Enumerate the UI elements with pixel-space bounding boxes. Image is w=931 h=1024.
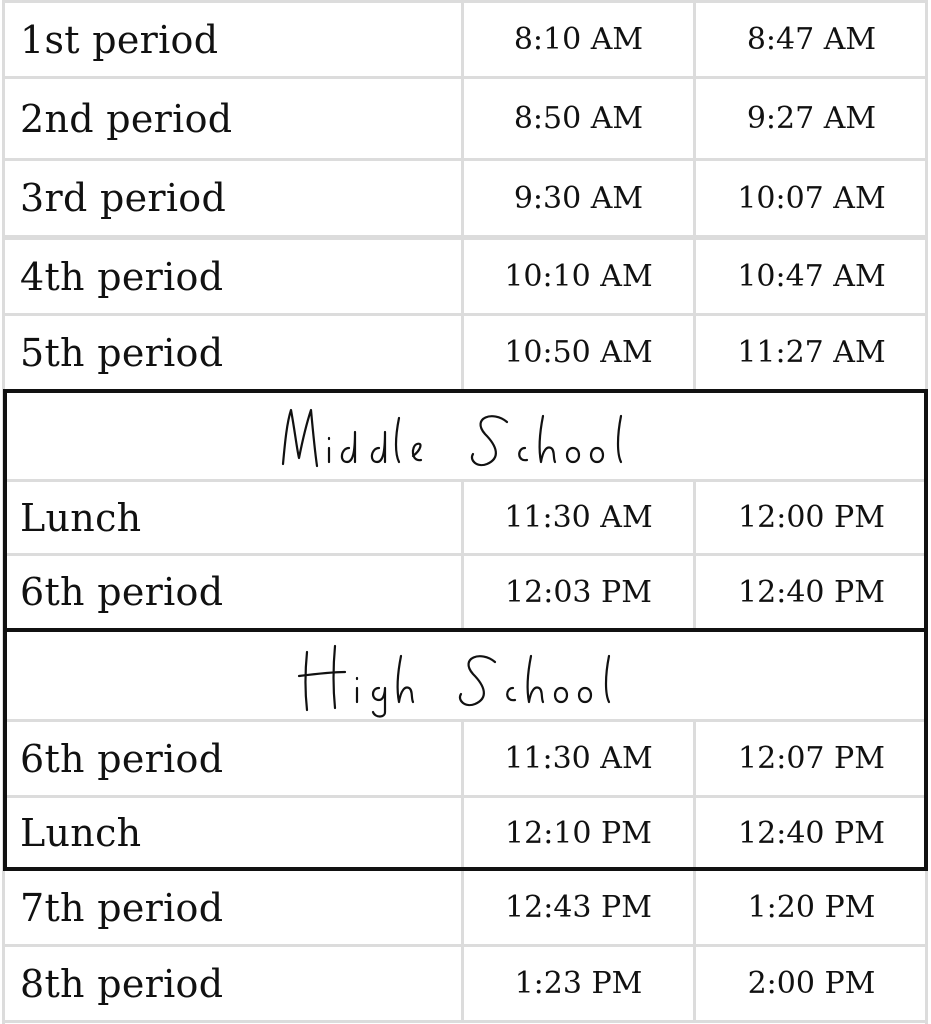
period-label: 5th period bbox=[20, 330, 224, 375]
end-time: 12:07 PM bbox=[693, 722, 927, 795]
table-row bbox=[3, 3, 927, 76]
start-time: 10:50 AM bbox=[461, 316, 693, 389]
start-time: 12:43 PM bbox=[461, 871, 693, 944]
grid-line bbox=[3, 1020, 927, 1023]
start-time: 1:23 PM bbox=[461, 947, 693, 1020]
start-time: 11:30 AM bbox=[461, 722, 693, 795]
table-row bbox=[3, 79, 927, 158]
end-time: 10:07 AM bbox=[693, 161, 927, 235]
table-row bbox=[3, 161, 927, 235]
table-row bbox=[3, 871, 927, 944]
end-time: 8:47 AM bbox=[693, 3, 927, 76]
table-row bbox=[3, 240, 927, 313]
end-time: 9:27 AM bbox=[693, 79, 927, 158]
start-time: 12:10 PM bbox=[461, 798, 693, 868]
start-time: 8:50 AM bbox=[461, 79, 693, 158]
period-label: 7th period bbox=[20, 885, 224, 930]
end-time: 11:27 AM bbox=[693, 316, 927, 389]
table-row bbox=[3, 316, 927, 389]
table-row bbox=[3, 947, 927, 1020]
period-label: 2nd period bbox=[20, 96, 233, 141]
end-time: 12:00 PM bbox=[693, 482, 927, 553]
period-label: Lunch bbox=[20, 495, 142, 540]
start-time: 12:03 PM bbox=[461, 556, 693, 628]
period-label: 1st period bbox=[20, 17, 219, 62]
start-time: 8:10 AM bbox=[461, 3, 693, 76]
end-time: 10:47 AM bbox=[693, 240, 927, 313]
high-school-box bbox=[3, 628, 928, 871]
period-label: 8th period bbox=[20, 961, 224, 1006]
start-time: 11:30 AM bbox=[461, 482, 693, 553]
end-time: 12:40 PM bbox=[693, 798, 927, 868]
period-label: 4th period bbox=[20, 254, 224, 299]
period-label: 6th period bbox=[20, 736, 224, 781]
period-label: 3rd period bbox=[20, 176, 227, 220]
period-label: Lunch bbox=[20, 811, 142, 855]
middle-school-box bbox=[3, 389, 928, 632]
end-time: 2:00 PM bbox=[693, 947, 927, 1020]
start-time: 10:10 AM bbox=[461, 240, 693, 313]
period-label: 6th period bbox=[20, 570, 224, 614]
end-time: 12:40 PM bbox=[693, 556, 927, 628]
end-time: 1:20 PM bbox=[693, 871, 927, 944]
start-time: 9:30 AM bbox=[461, 161, 693, 235]
